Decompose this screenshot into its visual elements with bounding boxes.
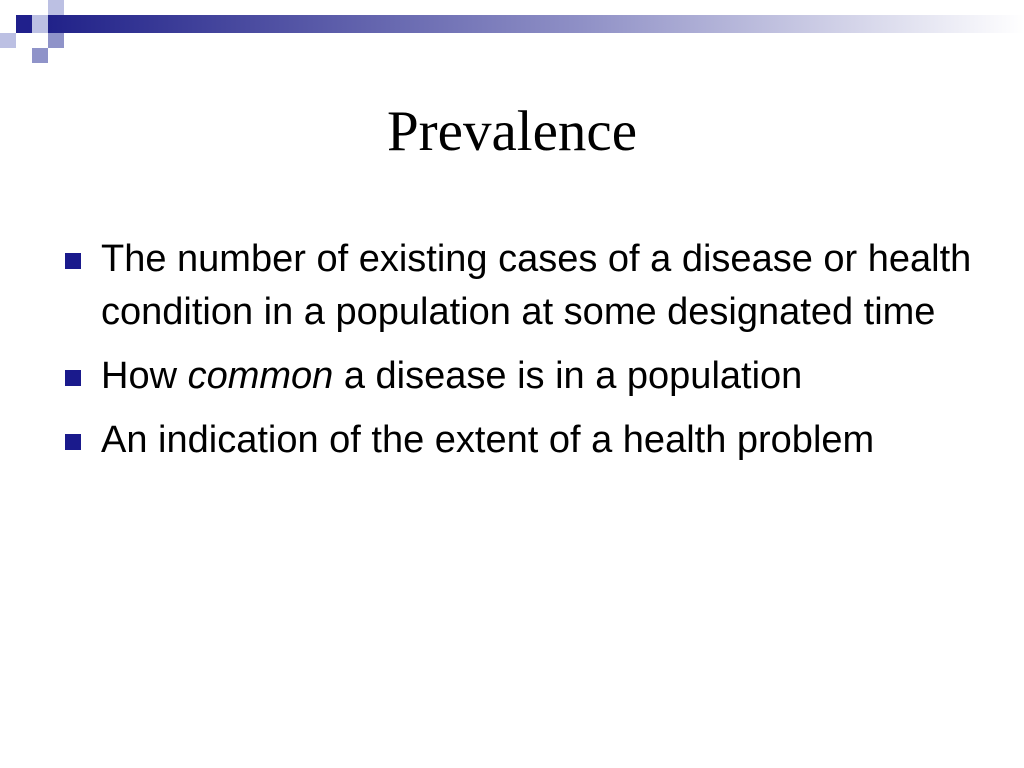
bullet-item [62,350,972,403]
deco-square [32,15,48,33]
deco-square [16,0,32,15]
deco-square [48,33,64,48]
bullet-text: The number of existing cases of a disease or health condition in a population at some designated time [101,238,972,333]
deco-square [16,15,32,33]
deco-square [16,33,32,48]
bullet-item [62,233,972,339]
bullet-list [62,233,972,478]
deco-square [32,48,48,63]
bullet-text-after: a disease is in a population [333,355,803,397]
header-decoration [0,0,1024,64]
deco-square [32,33,48,48]
bullet-text: An indication of the extent of a health problem [101,419,875,461]
square-bullet-icon [65,370,81,386]
square-bullet-icon [65,434,81,450]
bullet-item [62,414,972,467]
deco-square [32,0,48,15]
square-bullet-icon [65,253,81,269]
deco-square [48,0,64,15]
bullet-text-before: How [101,355,188,397]
header-gradient-band [40,15,1024,33]
deco-square [0,15,16,33]
bullet-emphasis: common [187,355,334,397]
slide-title: Prevalence [386,100,637,163]
deco-square [0,33,16,48]
